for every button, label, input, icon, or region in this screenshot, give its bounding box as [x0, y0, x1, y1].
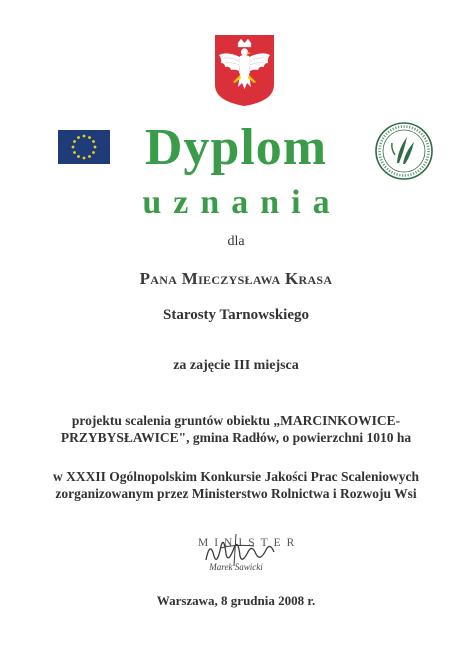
contest-line-1: w XXXII Ogólnopolskim Konkursie Jakości Prac Scaleniowych — [52, 469, 420, 484]
contest-line-2: zorganizowanym przez Ministerstwo Rolnictwa i Rozwoju Wsi — [55, 486, 417, 501]
project-line-2: PRZYBYSŁAWICE", gmina Radłów, o powierzchni 1010 ha — [60, 430, 412, 445]
recipient-role: Starosty Tarnowskiego — [162, 307, 309, 323]
diploma-subtitle: uznania — [142, 184, 342, 221]
diploma-title: Dyplom — [144, 119, 328, 176]
recipient-name: Pana Mieczysława Krasa — [139, 269, 333, 288]
contest-description — [0, 468, 472, 502]
project-line-1: projektu scalenia gruntów obiektu „MARCINKOWICE- — [71, 413, 401, 428]
signatory-title: MINISTER — [198, 537, 301, 549]
polish-eagle-emblem — [213, 33, 276, 108]
for-word: dla — [227, 234, 245, 249]
project-description — [0, 412, 472, 446]
place-date: Warszawa, 8 grudnia 2008 r. — [156, 593, 316, 608]
signatory-name: Marek Sawicki — [209, 562, 263, 572]
award-text: za zajęcie III miejsca — [173, 358, 299, 373]
